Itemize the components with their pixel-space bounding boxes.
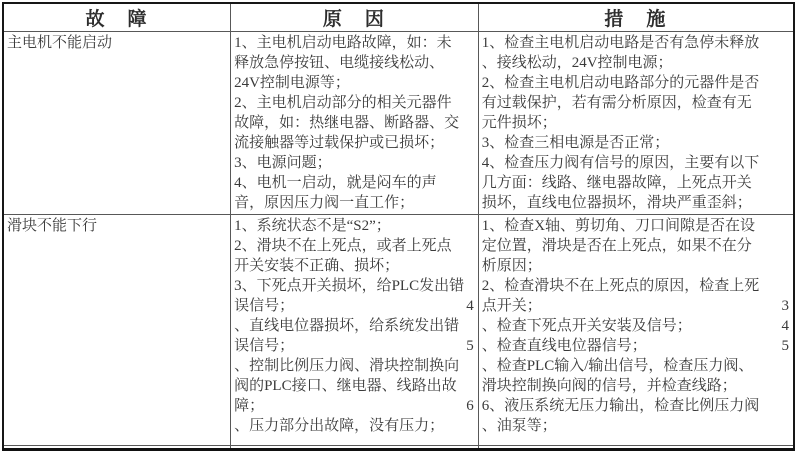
measure-cell: [478, 32, 794, 215]
text-line: 、接线松动，24V控制电源；: [481, 55, 673, 71]
table-row: [3, 446, 794, 450]
text-line: 滑块不能下行: [7, 218, 98, 234]
text-line: [482, 316, 791, 336]
text-line: 1、系统状态不是“S2”；: [234, 218, 391, 234]
text-line: 1、检查主电机启动电路是否有急停未释放: [481, 35, 760, 51]
header-fault: 故 障: [3, 3, 231, 32]
measure-cell: [478, 446, 794, 450]
text-line: 有过载保护，若有需分析原因，检查有无: [481, 95, 752, 111]
text-line: 、控制比例压力阀、滑块控制换向: [234, 358, 460, 374]
text-line: 3、下死点开关损坏，给PLC发出错: [234, 278, 465, 294]
line-item-number: 4: [466, 298, 474, 314]
text-line: 24V控制电源等；: [234, 75, 350, 91]
text-line: 损坏，直线电位器损坏，滑块严重歪斜；: [481, 195, 752, 211]
text-line: 4、电机一启动，就是闷车的声: [234, 175, 437, 191]
text-line: 3、电源问题；: [234, 155, 332, 171]
text-line: 、检查PLC输入/输出信号，检查压力阀、: [481, 358, 754, 374]
line-text: 误信号；: [234, 298, 295, 314]
text-line: 2、检查滑块不在上死点的原因，检查上死: [481, 278, 760, 294]
table-header: [3, 3, 794, 32]
line-text: 点开关；: [481, 298, 542, 314]
text-line: 1、主电机启动电路故障，如：未: [234, 35, 452, 51]
text-line: 开关安装不正确、损坏；: [234, 258, 400, 274]
line-text: 、检查直线电位器信号；: [481, 338, 647, 354]
line-item-number: 3: [781, 298, 789, 314]
text-line: 故障，如：热继电器、断路器、交: [234, 115, 460, 131]
table-row: [3, 215, 794, 446]
text-line: [234, 336, 476, 356]
table-row: [3, 32, 794, 215]
measure-cell: [478, 215, 794, 446]
line-item-number: 4: [781, 318, 789, 334]
text-line: 释放急停按钮、电缆接线松动、: [234, 55, 445, 71]
line-text: 误信号；: [234, 338, 295, 354]
text-line: 主电机不能启动: [7, 35, 113, 51]
text-line: 2、滑块不在上死点，或者上死点: [234, 238, 452, 254]
fault-cell: [3, 215, 231, 446]
text-line: [482, 336, 791, 356]
text-line: 、直线电位器损坏，给系统发出错: [234, 318, 460, 334]
header-row: [3, 3, 794, 32]
text-line: [234, 296, 476, 316]
text-line: 2、检查主电机启动电路部分的元器件是否: [481, 75, 760, 91]
header-cause: 原 因: [231, 3, 479, 32]
text-line: 阀的PLC接口、继电器、线路出故: [234, 378, 457, 394]
fault-diagnosis-table: [2, 2, 795, 451]
cause-cell: [231, 446, 479, 450]
fault-cell: [3, 446, 231, 450]
text-line: 3、检查三相电源是否正常；: [481, 135, 670, 151]
line-text: 障；: [234, 398, 265, 414]
text-line: 、油泵等；: [481, 418, 557, 434]
cause-cell: [231, 32, 479, 215]
line-item-number: 5: [466, 338, 474, 354]
text-line: 析原因；: [481, 258, 542, 274]
text-line: 音，原因压力阀一直工作；: [234, 195, 415, 211]
text-line: 流接触器等过载保护或已损坏；: [234, 135, 445, 151]
text-line: 几方面：线路、继电器故障，上死点开关: [481, 175, 752, 191]
text-line: 4、检查压力阀有信号的原因，主要有以下: [481, 155, 760, 171]
text-line: 元件损坏；: [481, 115, 557, 131]
text-line: 、压力部分出故障，没有压力；: [234, 418, 445, 434]
text-line: [234, 396, 476, 416]
text-line: 1、检查X轴、剪切角、刀口间隙是否在设: [481, 218, 756, 234]
text-line: 6、液压系统无压力输出，检查比例压力阀: [481, 398, 760, 414]
cause-cell: [231, 215, 479, 446]
fault-cell: [3, 32, 231, 215]
text-line: 定位置，滑块是否在上死点，如果不在分: [481, 238, 752, 254]
table-body: [3, 32, 794, 450]
text-line: 滑块控制换向阀的信号，并检查线路；: [481, 378, 737, 394]
text-line: [482, 296, 791, 316]
header-measure: 措 施: [478, 3, 794, 32]
text-line: 2、主电机启动部分的相关元器件: [234, 95, 452, 111]
line-item-number: 5: [781, 338, 789, 354]
line-text: 、检查下死点开关安装及信号；: [481, 318, 692, 334]
line-item-number: 6: [466, 398, 474, 414]
